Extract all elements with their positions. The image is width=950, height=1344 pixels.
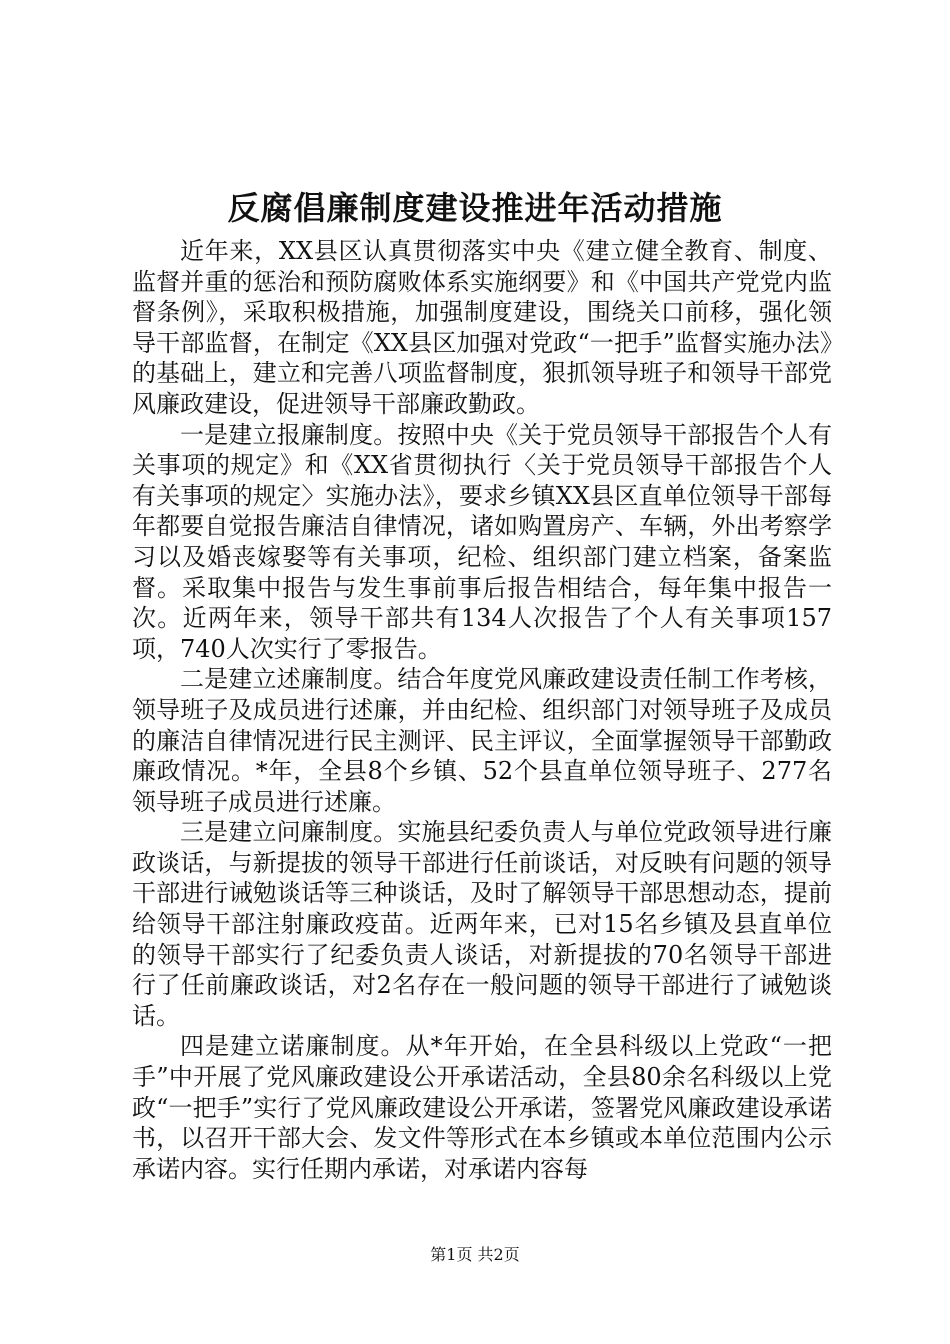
paragraph-describe-integrity: 二是建立述廉制度。结合年度党风廉政建设责任制工作考核，领导班子及成员进行述廉，并由纪检、组织部门对领导班子及成员的廉洁自律情况进行民主测评、民主评议，全面掌握领导干部勤政廉政情况。*年，全县8个乡镇、52个县直单位领导班子、277名领导班子成员进行述廉。 — [132, 665, 832, 816]
paragraph-inquire-integrity: 三是建立问廉制度。实施县纪委负责人与单位党政领导进行廉政谈话，与新提拔的领导干部进行任前谈话，对反映有问题的领导干部进行诫勉谈话等三种谈话，及时了解领导干部思想动态，提前给领导干部注射廉政疫苗。近两年来，已对15名乡镇及县直单位的领导干部实行了纪委负责人谈话，对新提拔的70名领导干部进行了任前廉政谈话，对2名存在一般问题的领导干部进行了诫勉谈话。 — [132, 818, 832, 1030]
document-title: 反腐倡廉制度建设推进年活动措施 — [227, 189, 723, 227]
document-body — [132, 236, 832, 1184]
paragraph-pledge-integrity: 四是建立诺廉制度。从*年开始，在全县科级以上党政“一把手”中开展了党风廉政建设公开承诺活动，全县80余名科级以上党政“一把手”实行了党风廉政建设公开承诺，签署党风廉政建设承诺书，以召开干部大会、发文件等形式在本乡镇或本单位范围内公示承诺内容。实行任期内承诺，对承诺内容每 — [132, 1032, 832, 1183]
page-number-footer: 第1页 共2页 — [430, 1245, 520, 1264]
paragraph-report-integrity: 一是建立报廉制度。按照中央《关于党员领导干部报告个人有关事项的规定》和《XX省贯彻执行〈关于党员领导干部报告个人有关事项的规定〉实施办法》，要求乡镇XX县区直单位领导干部每年都要自觉报告廉洁自律情况，诸如购置房产、车辆，外出考察学习以及婚丧嫁娶等有关事项，纪检、组织部门建立档案，备案监督。采取集中报告与发生事前事后报告相结合，每年集中报告一次。近两年来，领导干部共有134人次报告了个人有关事项157项，740人次实行了零报告。 — [132, 420, 832, 663]
paragraph-intro: 近年来，XX县区认真贯彻落实中央《建立健全教育、制度、监督并重的惩治和预防腐败体系实施纲要》和《中国共产党党内监督条例》，采取积极措施，加强制度建设，围绕关口前移，强化领导干部监督，在制定《XX县区加强对党政“一把手”监督实施办法》的基础上，建立和完善八项监督制度，狠抓领导班子和领导干部党风廉政建设，促进领导干部廉政勤政。 — [132, 237, 832, 418]
